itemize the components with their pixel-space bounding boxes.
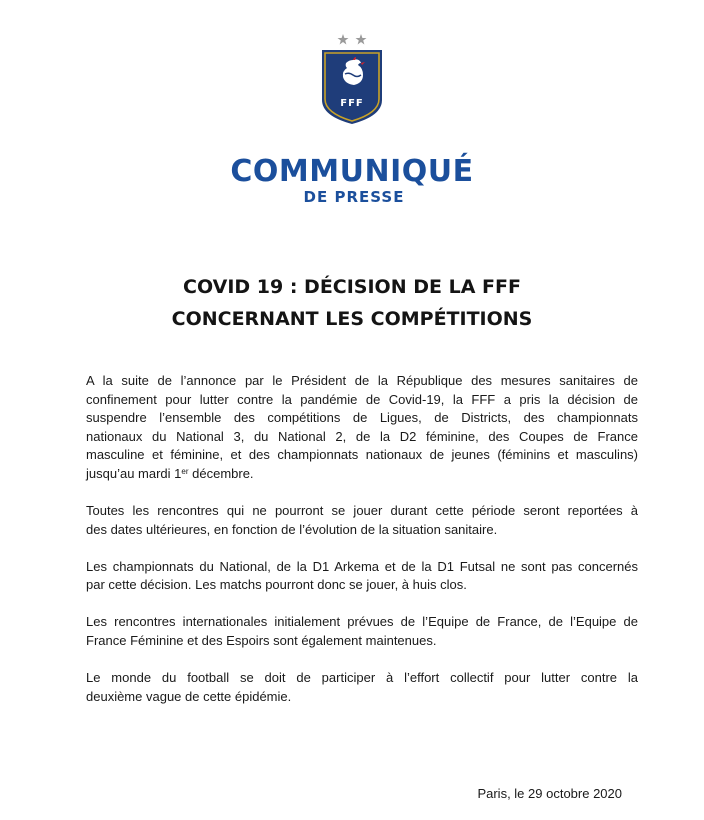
text-line: suspendre l’ensemble des compétitions de Ligues, de Districts, des championnats: [86, 410, 638, 426]
text-line: A la suite de l’annonce par le Président de la République des mesures sanitaires de: [86, 373, 638, 388]
star-icon: [338, 34, 349, 45]
paragraph: [86, 372, 638, 484]
headline-line-2: CONCERNANT LES COMPÉTITIONS: [171, 308, 533, 330]
text-line: Les rencontres internationales initialement prévues de l’Equipe de France, de l’Equipe de: [86, 614, 638, 630]
fff-logo-text: FFF: [340, 98, 364, 109]
paragraph: [86, 669, 638, 706]
text-fragment: décembre.: [188, 465, 254, 481]
text-line: nationaux du National 3, du National 2, de la D2 féminine, des Coupes de France: [86, 428, 638, 444]
headline-line-1: COVID 19 : DÉCISION DE LA FFF: [183, 276, 521, 298]
text-line: Les championnats du National, de la D1 Arkema et de la D1 Futsal ne sont pas concernés: [86, 558, 638, 574]
text-line: par cette décision. Les matchs pourront donc se jouer, à huis clos.: [86, 577, 467, 593]
body-text: [86, 372, 638, 725]
star-icon: [356, 34, 367, 45]
press-subtitle: DE PRESSE: [303, 188, 405, 206]
paragraph: [86, 558, 638, 595]
superscript: er: [181, 466, 189, 476]
text-line: masculine et féminine, et des championnats nationaux de jeunes (féminins et masculins): [86, 447, 638, 463]
paragraph: [86, 502, 638, 539]
paragraph: [86, 613, 638, 650]
text-line: deuxième vague de cette épidémie.: [86, 688, 292, 704]
text-fragment: jusqu’au mardi 1: [86, 465, 182, 481]
text-line: [86, 465, 638, 484]
text-line: France Féminine et des Espoirs sont également maintenues.: [86, 633, 437, 649]
text-line: des dates ultérieures, en fonction de l’évolution de la situation sanitaire.: [86, 521, 498, 537]
text-line: Toutes les rencontres qui ne pourront se jouer durant cette période seront reportées à: [86, 503, 638, 519]
fff-logo: [317, 30, 387, 126]
text-line: confinement pour lutter contre la pandémie de Covid-19, la FFF a pris la décision de: [86, 391, 638, 407]
text-line: Le monde du football se doit de participer à l’effort collectif pour lutter contre la: [86, 670, 638, 686]
communique-title: COMMUNIQUÉ: [230, 154, 474, 189]
dateline: Paris, le 29 octobre 2020: [477, 786, 622, 801]
